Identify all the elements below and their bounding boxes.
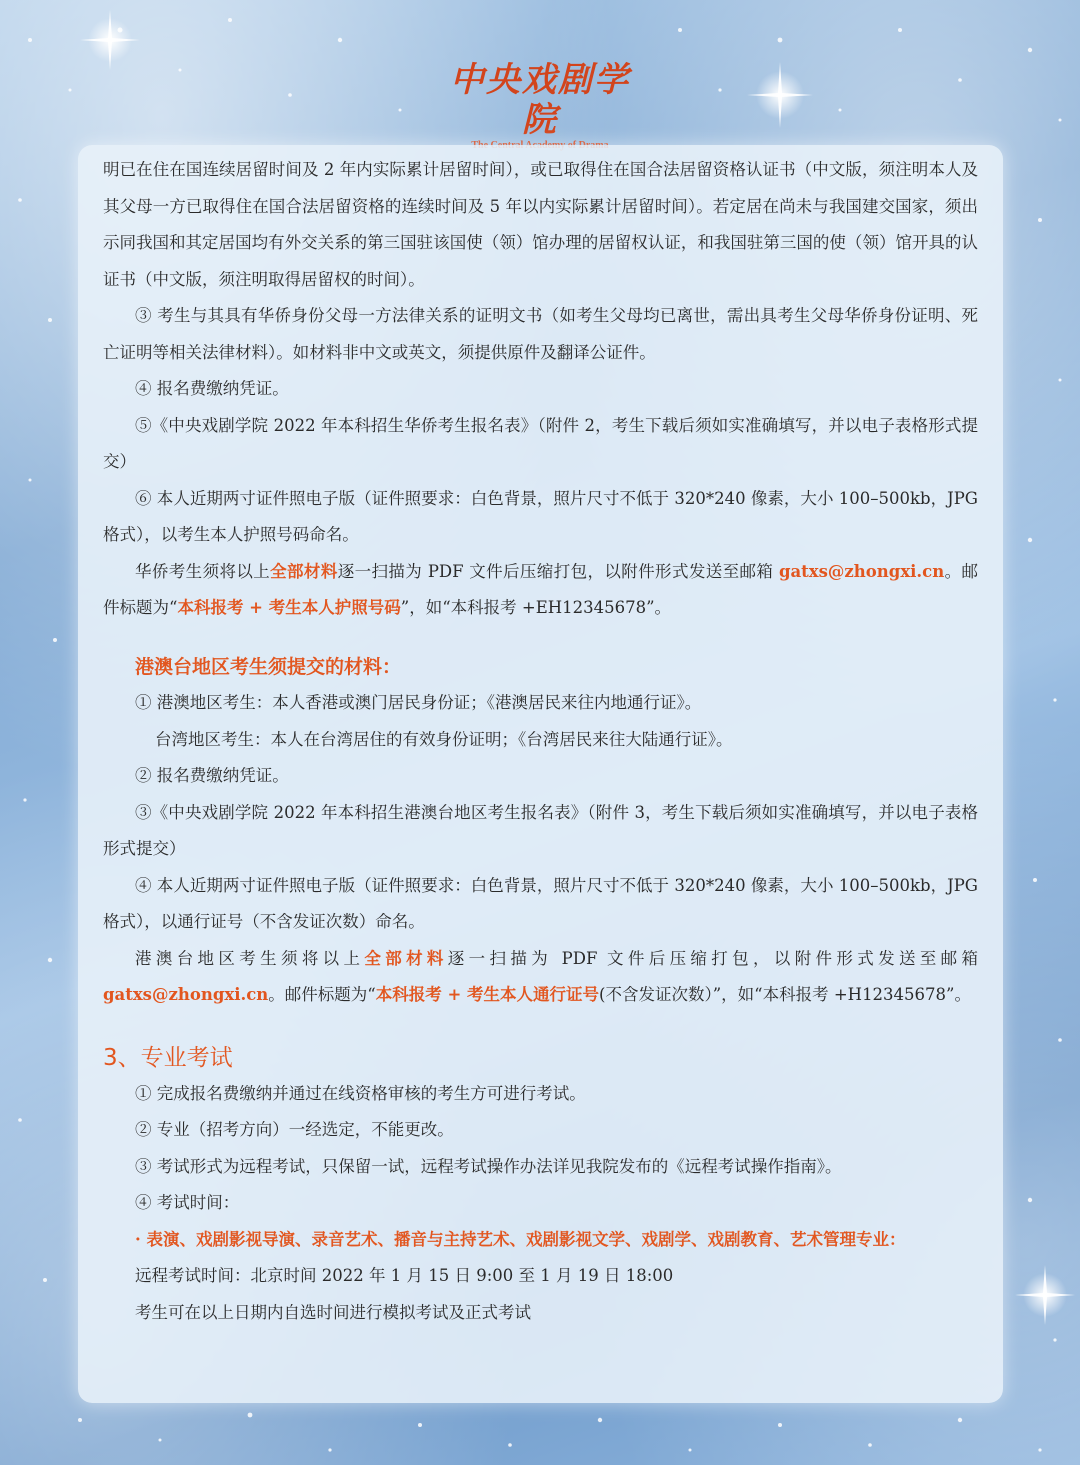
send-text: 逐一扫描为 PDF 文件后压缩打包，以附件形式发送至邮箱 bbox=[337, 561, 774, 581]
send-text: 。邮件标题为“ bbox=[103, 561, 979, 617]
highlight-email-subject: 本科报考 + 考生本人护照号码 bbox=[177, 598, 401, 617]
exam-section-heading: 3、专业考试 bbox=[103, 1044, 233, 1071]
paragraph-photo: ⑥ 本人近期两寸证件照电子版（证件照要求：白色背景，照片尺寸不低于 320*240 像素，大小 100–500kb，JPG 格式），以考生本人护照号码命名。 bbox=[103, 488, 978, 544]
paragraph-legal-relation: ③ 考生与其具有华侨身份父母一方法律关系的证明文书（如考生父母均已离世，需出具考生父母华侨身份证明、死亡证明等相关法律材料）。如材料非中文或英文，须提供原件及翻译公证件。 bbox=[103, 306, 978, 362]
paragraph-residence-proof: 明已在住在国连续居留时间及 2 年内实际累计居留时间），或已取得住在国合法居留资格认证书（中文版，须注明本人及其父母一方已取得住在国合法居留资格的连续时间及 5 年以内实际累计居留时间）。若定居在尚未与我国建交国家，须出示同我国和其定居国均有外交关系的第三国驻该国使（领）馆办理的居留权认证，和我国驻第三国的使（领）馆开具的认证书（中文版，须注明取得居留权的时间）。 bbox=[103, 160, 978, 289]
hmt-item: ③《中央戏剧学院 2022 年本科招生港澳台地区考生报名表》（附件 3，考生下载后须如实准确填写，并以电子表格形式提交） bbox=[103, 802, 978, 858]
document-body bbox=[103, 152, 978, 1331]
academy-logo bbox=[440, 60, 640, 140]
email-link[interactable]: gatxs@zhongxi.cn bbox=[778, 561, 945, 581]
send-text: (不含发证次数）”，如“本科报考 +H12345678”。 bbox=[599, 985, 971, 1004]
hmt-item: ② 报名费缴纳凭证。 bbox=[135, 766, 289, 785]
exam-item: ② 专业（招考方向）一经选定，不能更改。 bbox=[135, 1120, 454, 1139]
exam-majors: · 表演、戏剧影视导演、录音艺术、播音与主持艺术、戏剧影视文学、戏剧学、戏剧教育、艺术管理专业： bbox=[135, 1229, 906, 1249]
hmt-item: ① 港澳地区考生：本人香港或澳门居民身份证；《港澳居民来往内地通行证》。 bbox=[135, 693, 702, 712]
hmt-item: ④ 本人近期两寸证件照电子版（证件照要求：白色背景，照片尺寸不低于 320*240 像素，大小 100–500kb，JPG 格式），以通行证号（不含发证次数）命名。 bbox=[103, 875, 978, 931]
exam-time: 远程考试时间：北京时间 2022 年 1 月 15 日 9:00 至 1 月 19 日 18:00 bbox=[135, 1266, 674, 1285]
paragraph-application-form: ⑤《中央戏剧学院 2022 年本科招生华侨考生报名表》（附件 2，考生下载后须如实准确填写，并以电子表格形式提交） bbox=[103, 415, 978, 471]
hmt-item: 台湾地区考生：本人在台湾居住的有效身份证明；《台湾居民来往大陆通行证》。 bbox=[155, 729, 733, 749]
exam-item: ④ 考试时间： bbox=[135, 1193, 240, 1212]
logo-chinese-name: 中央戏剧学院 bbox=[450, 60, 630, 140]
exam-item: ③ 考试形式为远程考试，只保留一试，远程考试操作办法详见我院发布的《远程考试操作指南》。 bbox=[135, 1156, 842, 1176]
send-text: 逐一扫描为 PDF 文件后压缩打包，以附件形式发送至邮箱 bbox=[447, 948, 979, 968]
send-text: 华侨考生须将以上 bbox=[135, 561, 271, 581]
exam-item: ① 完成报名费缴纳并通过在线资格审核的考生方可进行考试。 bbox=[135, 1083, 586, 1103]
highlight-email-subject: 本科报考 + 考生本人通行证号 bbox=[375, 985, 600, 1004]
email-link[interactable]: gatxs@zhongxi.cn bbox=[103, 985, 269, 1004]
paragraph-overseas-send bbox=[103, 554, 978, 627]
highlight-all-materials: 全部材料 bbox=[364, 948, 448, 968]
send-text: ”，如“本科报考 +EH12345678”。 bbox=[400, 598, 672, 617]
highlight-all-materials: 全部材料 bbox=[270, 561, 338, 581]
paragraph-hmt-send bbox=[103, 941, 978, 1014]
exam-note: 考生可在以上日期内自选时间进行模拟考试及正式考试 bbox=[135, 1302, 531, 1322]
paragraph-fee-receipt: ④ 报名费缴纳凭证。 bbox=[135, 379, 289, 398]
hmt-heading: 港澳台地区考生须提交的材料： bbox=[135, 655, 402, 678]
send-text: 。邮件标题为“ bbox=[268, 985, 376, 1004]
send-text: 港澳台地区考生须将以上 bbox=[135, 948, 365, 968]
